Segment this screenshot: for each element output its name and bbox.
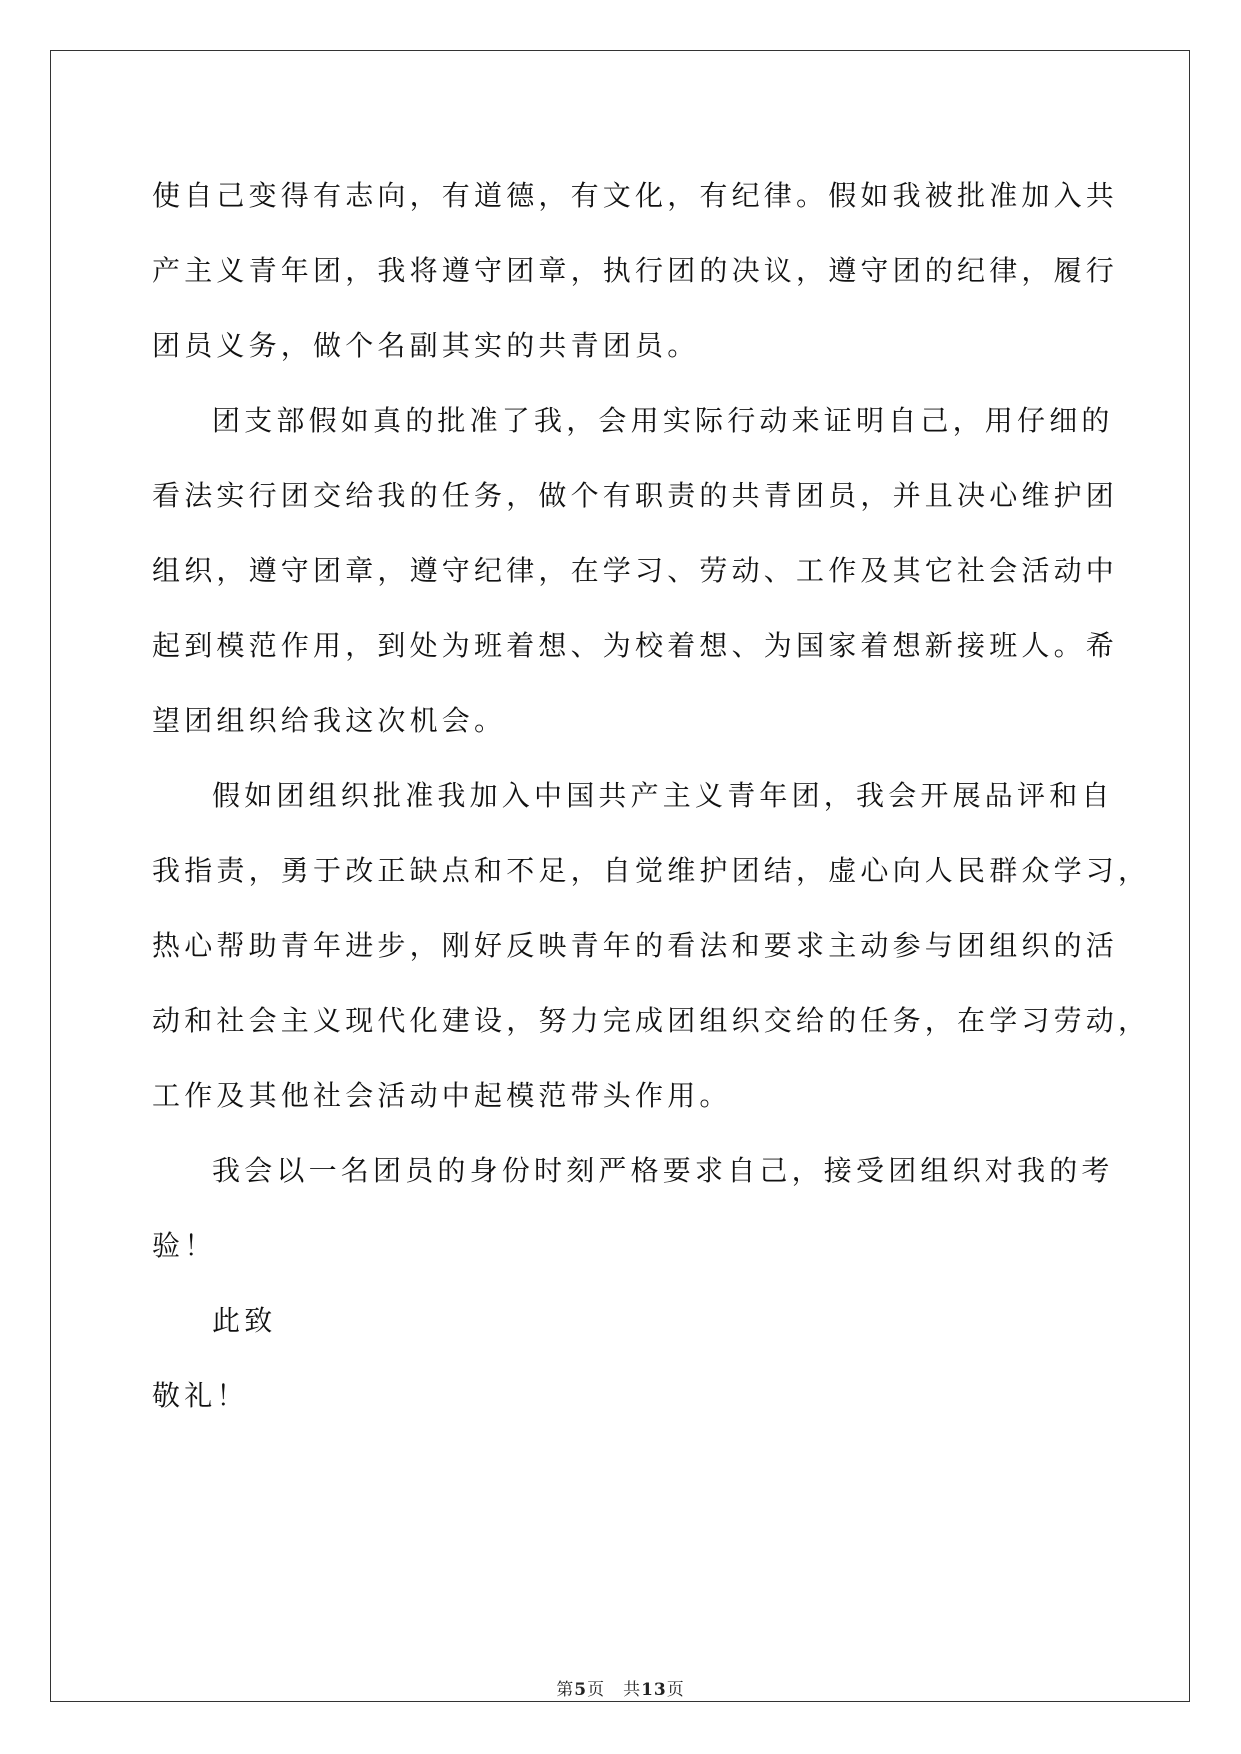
text-line: 热心帮助青年进步，刚好反映青年的看法和要求主动参与团组织的活 — [152, 929, 1119, 962]
footer-total-prefix: 共 — [623, 1680, 642, 1700]
text-line: 我指责，勇于改正缺点和不足，自觉维护团结，虚心向人民群众学习， — [152, 854, 1151, 887]
closing-regards: 敬礼！ — [152, 1379, 249, 1412]
text-line: 验！ — [152, 1229, 217, 1262]
footer-total-pages: 13 — [641, 1680, 667, 1700]
footer-page-suffix: 页 — [587, 1680, 606, 1700]
paragraph-start-line: 我会以一名团员的身份时刻严格要求自己，接受团组织对我的考 — [212, 1154, 1114, 1187]
text-line: 起到模范作用，到处为班着想、为校着想、为国家着想新接班人。希 — [152, 629, 1119, 662]
text-line: 看法实行团交给我的任务，做个有职责的共青团员，并且决心维护团 — [152, 479, 1119, 512]
text-line: 望团组织给我这次机会。 — [152, 704, 507, 737]
text-line: 使自己变得有志向，有道德，有文化，有纪律。假如我被批准加入共 — [152, 179, 1119, 212]
paragraph-start-line: 假如团组织批准我加入中国共产主义青年团，我会开展品评和自 — [212, 779, 1114, 812]
document-body — [152, 158, 1151, 1433]
paragraph-start-line: 团支部假如真的批准了我，会用实际行动来证明自己，用仔细的 — [212, 404, 1114, 437]
footer-total-suffix: 页 — [666, 1680, 685, 1700]
text-line: 动和社会主义现代化建设，努力完成团组织交给的任务，在学习劳动， — [152, 1004, 1151, 1037]
footer-prefix: 第 — [556, 1680, 575, 1700]
footer-page-number: 5 — [574, 1680, 588, 1700]
page-footer — [0, 1675, 1241, 1700]
text-line: 团员义务，做个名副其实的共青团员。 — [152, 329, 700, 362]
text-line: 工作及其他社会活动中起模范带头作用。 — [152, 1079, 732, 1112]
text-line: 组织，遵守团章，遵守纪律，在学习、劳动、工作及其它社会活动中 — [152, 554, 1119, 587]
text-line: 产主义青年团，我将遵守团章，执行团的决议，遵守团的纪律，履行 — [152, 254, 1119, 287]
closing-salutation: 此致 — [212, 1304, 277, 1337]
